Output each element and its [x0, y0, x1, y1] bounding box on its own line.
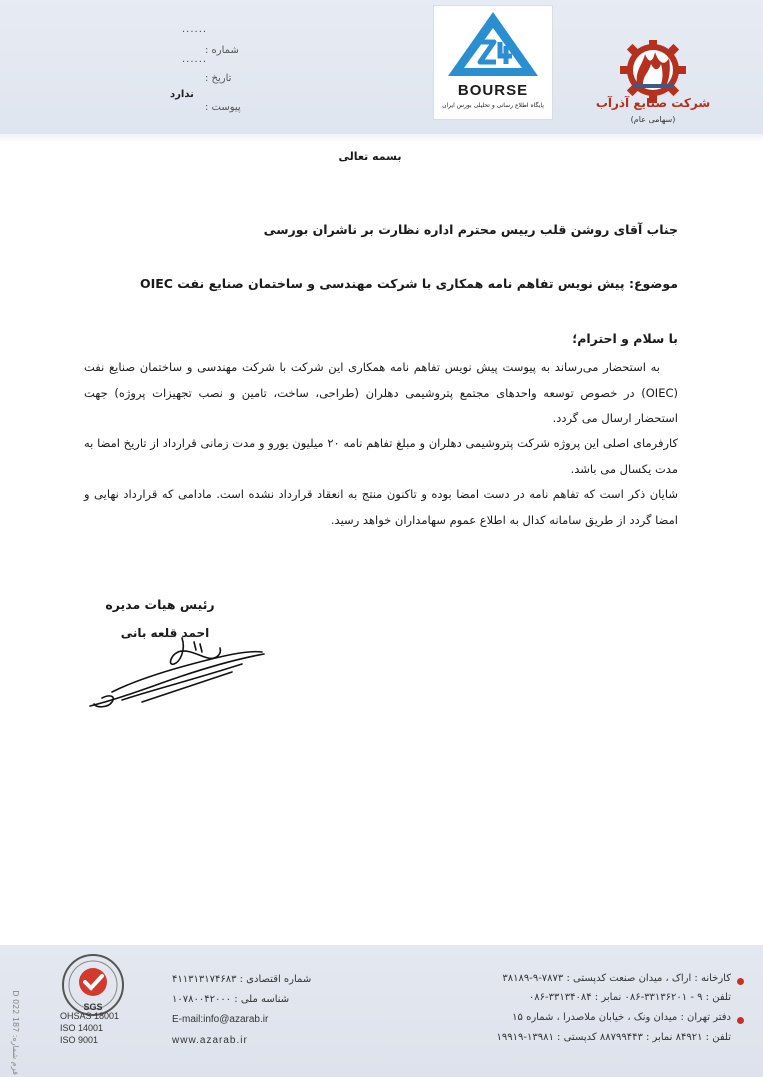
factory-address: کارخانه : اراک ، میدان صنعت کدپستی : ۷۸۷۳-۹-۳۸۱۸۹	[502, 973, 731, 984]
website-link[interactable]: www.azarab.ir	[172, 1035, 248, 1046]
tehran-phone: تلفن : ۸۴۹۲۱ نمابر : ۸۸۷۹۹۴۴۳ کدپستی : ۱۳۹۸۱-۱۹۹۱۹	[496, 1032, 731, 1043]
cert-sgs-label: SGS	[83, 1002, 103, 1012]
attachment-value: ندارد	[170, 89, 194, 100]
paragraph-2: کارفرمای اصلی این پروژه شرکت پتروشیمی دهلران و مبلغ تفاهم نامه ۲۰ میلیون یورو و مدت زمانی قرارداد از تاریخ امضا به مدت یکسال می باشد.	[84, 436, 678, 476]
bullet-icon	[737, 1017, 744, 1024]
greeting: با سلام و احترام؛	[572, 331, 678, 346]
bourse-logo	[433, 5, 553, 120]
signatory-name: احمد قلعه بانی	[120, 626, 210, 640]
certification-badge-icon	[60, 952, 126, 1018]
company-name: شرکت صنایع آذرآب	[595, 96, 711, 110]
tehran-address: دفتر تهران : میدان ونک ، خیابان ملاصدرا ، شماره ۱۵	[512, 1012, 731, 1023]
paragraph-3: شایان ذکر است که تفاهم نامه در دست امضا بوده و تاکنون منتج به انعقاد قرارداد نشده است. مادامی که قرارداد نهایی و امضا گردد از طریق سامانه کدال به اطلاع عموم سهامداران خواهد رسید.	[84, 487, 678, 527]
addressee: جناب آقای روشن قلب رییس محترم اداره نظارت بر ناشران بورسی	[263, 222, 678, 237]
cert-item: ISO 14001	[60, 1023, 104, 1033]
bourse-tagline: پایگاه اطلاع رسانی و تحلیلی بورس ایران	[442, 102, 544, 109]
handwritten-signature	[82, 620, 272, 760]
bourse-emblem-icon	[434, 6, 552, 86]
subject-line: موضوع: پیش نویس تفاهم نامه همکاری با شرکت مهندسی و ساختمان صنایع نفت OIEC	[139, 276, 678, 291]
date-label: تاریخ :	[205, 73, 232, 84]
factory-phone: تلفن : ۹ - ۳۳۱۳۶۲۰۱-۰۸۶ نمابر : ۳۳۱۳۴۰۸۴-۰۸۶	[528, 992, 731, 1003]
bullet-icon	[737, 978, 744, 985]
cert-item: OHSAS 18001	[60, 1011, 120, 1021]
certifications-list	[60, 1010, 119, 1046]
economic-code: شماره اقتصادی : ۴۱۱۳۱۳۱۷۴۶۸۳	[172, 974, 312, 985]
bourse-wordmark: BOURSE	[457, 82, 529, 99]
signatory-title: رئیس هیات مدیره	[105, 597, 215, 612]
date-value: ......	[182, 54, 208, 65]
form-code: فرم شماره: 187 022 D	[11, 990, 20, 1075]
number-value: ......	[182, 24, 208, 35]
paragraph-1: به استحضار می‌رساند به پیوست پیش نویس تفاهم نامه همکاری این شرکت با شرکت مهندسی و ساختمان صنایع نفت (OIEC) در خصوص توسعه واحدهای مجتمع پتروشیمی دهلران (طراحی، ساخت، تامین و نصب تجهیزات پروژه) جهت استحضار ارسال می گردد.	[84, 360, 678, 425]
number-label: شماره :	[205, 45, 239, 56]
cert-item: ISO 9001	[60, 1035, 99, 1045]
company-type: (سهامی عام)	[630, 115, 676, 124]
email-link[interactable]: E-mail:info@azarab.ir	[172, 1014, 269, 1025]
national-id: شناسه ملی : ۱۰۷۸۰۰۴۲۰۰۰	[172, 994, 290, 1005]
attachment-label: پیوست :	[205, 102, 241, 113]
bismillah: بسمه تعالی	[338, 150, 402, 163]
